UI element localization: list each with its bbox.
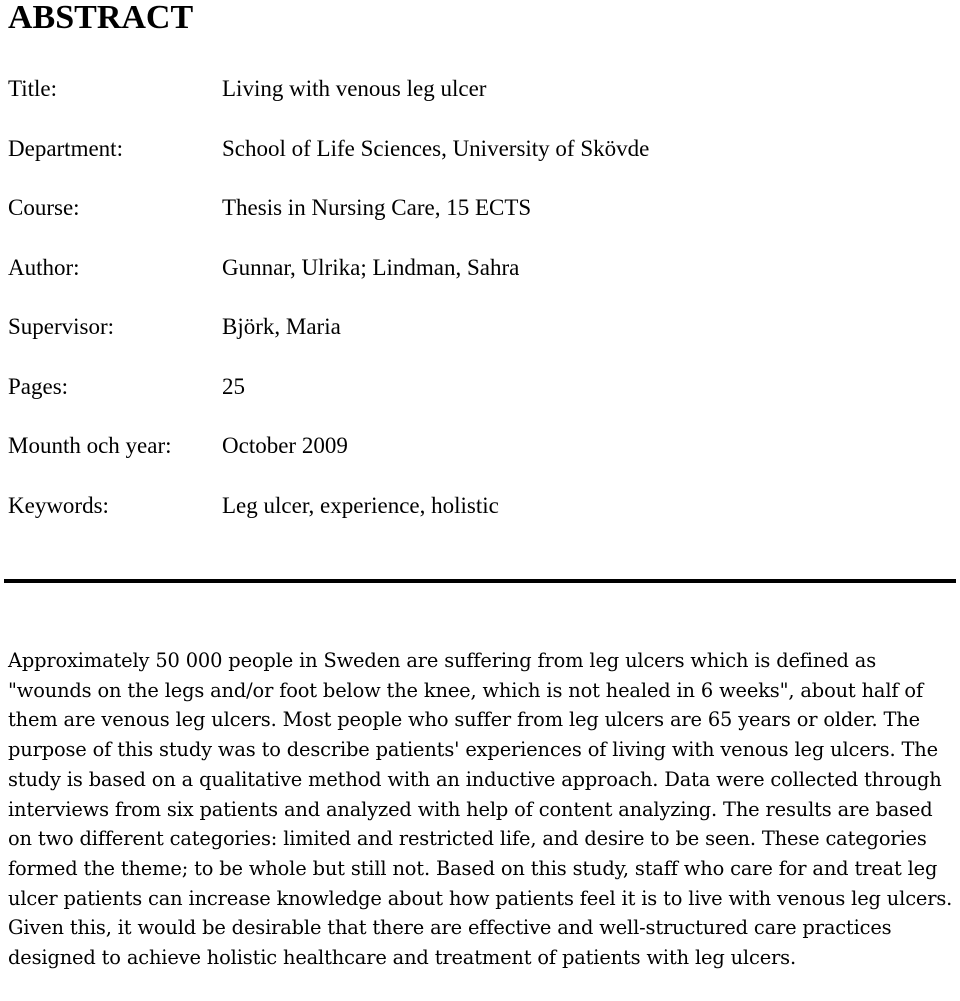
meta-value: Thesis in Nursing Care, 15 ECTS bbox=[222, 195, 532, 220]
meta-label: Pages: bbox=[8, 374, 69, 399]
meta-label: Title: bbox=[8, 76, 58, 101]
meta-value: 25 bbox=[222, 374, 245, 399]
meta-value: Björk, Maria bbox=[222, 314, 341, 339]
abstract-paragraph: Approximately 50 000 people in Sweden are suffering from leg ulcers which is defined as "wounds on the legs and/or foot below the knee, which is not healed in 6 weeks", about half of them are venous leg ulcers. Most people who suffer from leg ulcers are 65 years or older. The purpose of this study was to describe patients' experiences of living with venous leg ulcers. The study is based on a qualitative method with an inductive approach. Data were collected through interviews from six patients and analyzed with help of content analyzing. The results are based on two different categories: limited and restricted life, and desire to be seen. These categories formed the theme; to be whole but still not. Based on this study, staff who care for and treat leg ulcer patients can increase knowledge about how patients feel it is to live with venous leg ulcers. Given this, it would be desirable that there are effective and well-structured care practices designed to achieve holistic healthcare and treatment of patients with leg ulcers. bbox=[8, 649, 953, 970]
meta-label: Course: bbox=[8, 195, 80, 220]
meta-label: Keywords: bbox=[8, 493, 109, 518]
meta-value: Gunnar, Ulrika; Lindman, Sahra bbox=[222, 255, 520, 280]
page-heading: ABSTRACT bbox=[8, 0, 194, 36]
meta-value: School of Life Sciences, University of Skövde bbox=[222, 136, 650, 161]
meta-value: Living with venous leg ulcer bbox=[222, 76, 487, 101]
meta-label: Department: bbox=[8, 136, 123, 161]
section-divider bbox=[4, 579, 956, 583]
meta-label: Author: bbox=[8, 255, 80, 280]
meta-value: Leg ulcer, experience, holistic bbox=[222, 493, 499, 518]
meta-label: Mounth och year: bbox=[8, 433, 172, 458]
meta-label: Supervisor: bbox=[8, 314, 115, 339]
meta-value: October 2009 bbox=[222, 433, 348, 458]
